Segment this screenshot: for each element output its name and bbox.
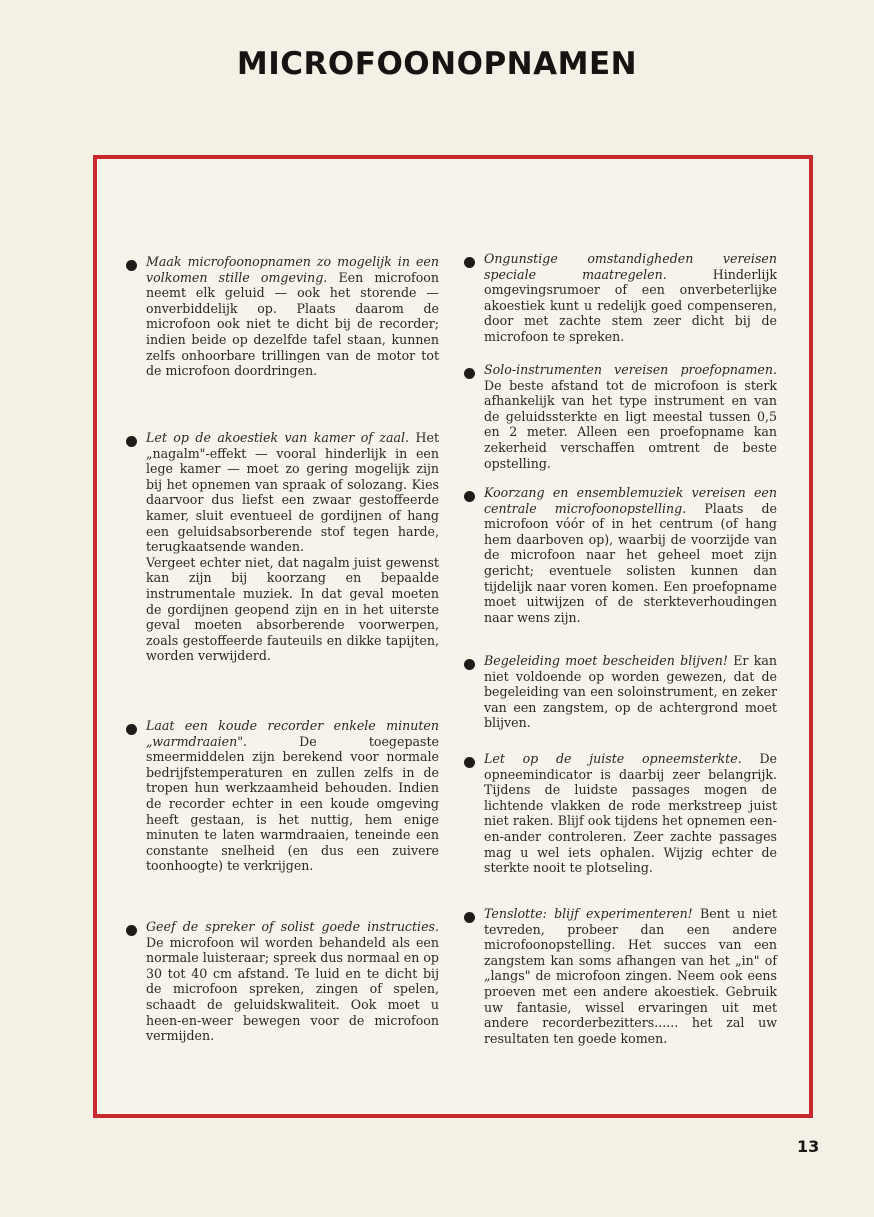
tip-paragraph (484, 653, 777, 731)
tip-heading: Koorzang en ensemblemuziek vereisen een centrale microfoonopstelling. (484, 485, 777, 516)
tip-paragraph (146, 430, 439, 664)
tip-body: De microfoon wil worden behandeld als een normale luisteraar; spreek dus normaal en op 30 tot 40 cm afstand. Te luid en te dicht bij de microfoon spreken, zingen of spelen, schaadt de geluidskwaliteit. Ook moet u heen-en-weer bewegen voor de microfoon vermijden. (146, 934, 439, 1044)
tip-paragraph (146, 254, 439, 379)
bullet-icon (126, 260, 137, 271)
tip-heading: Tenslotte: blijf experimenteren! (484, 906, 693, 921)
tip-heading: Solo-instrumenten vereisen proefopnamen. (484, 362, 777, 377)
tip-body: De opneemindicator is daarbij zeer belangrijk. Tijdens de luidste passages mogen de lichtende vlakken de rode merkstreep juist niet raken. Blijf ook tijdens het opnemen een-en-ander controleren. Zeer zachte passages mag u wel iets ophalen. Wijzig echter de sterkte nooit te plotseling. (484, 751, 777, 876)
tip-body: Het „nagalm"-effekt — vooral hinderlijk in een lege kamer — moet zo gering mogelijk zijn bij het opnemen van spraak of solozang. Kies daarvoor dus liefst een zwaar gestoffeerde kamer, sluit eventueel de gordijnen of hang een geluidsabsorberende stof tegen harde, terugkaatsende wanden. (146, 430, 440, 555)
tip-body: Plaats de microfoon vóór of in het centrum (of hang hem daarboven op), waarbij de voorzijde van de microfoon naar het geheel moet zijn gericht; eventuele solisten kunnen dan tijdelijk naar voren komen. Een proefopname moet uitwijzen of de sterkteverhoudingen naar wens zijn. (484, 500, 777, 625)
bullet-icon (126, 724, 137, 735)
tip-heading: Let op de akoestiek van kamer of zaal. (146, 430, 410, 445)
tip-paragraph (484, 251, 777, 345)
tip-heading: Begeleiding moet bescheiden blijven! (484, 653, 728, 668)
tip-heading: Maak microfoonopnamen zo mogelijk in een volkomen stille omgeving. (146, 254, 439, 285)
tip-body: De toegepaste smeermiddelen zijn berekend voor normale bedrijfstemperaturen en zullen zelfs in de tropen hun werkzaamheid behouden. Indien de recorder echter in een koude omgeving heeft gestaan, is het nuttig, hem enige minuten te laten warmdraaien, teneinde een constante snelheid (en dus een zuivere toonhoogte) te verkrijgen. (146, 733, 439, 874)
bullet-icon (464, 659, 475, 670)
bullet-icon (126, 436, 137, 447)
bullet-icon (464, 912, 475, 923)
bullet-icon (464, 757, 475, 768)
bullet-icon (464, 491, 475, 502)
tip-paragraph (484, 485, 777, 625)
tip-body: Hinderlijk omgevingsrumoer of een onverbeterlijke akoestiek kunt u redelijk goed compenseren, door met zachte stem zeer dicht bij de microfoon te spreken. (484, 266, 777, 344)
tip-heading: Ongunstige omstandigheden vereisen speciale maatregelen. (484, 251, 777, 282)
bullet-icon (126, 925, 137, 936)
tip-paragraph (146, 718, 439, 874)
tip-body-continued: Vergeet echter niet, dat nagalm juist gewenst kan zijn bij koorzang en bepaalde instrumentale muziek. In dat geval moeten de gordijnen geopend zijn en in het uiterste geval moeten absorberende voorwerpen, zoals gestoffeerde fauteuils en dikke tapijten, worden verwijderd. (146, 554, 439, 664)
tip-heading: Geef de spreker of solist goede instructies. (146, 919, 439, 934)
tip-body: De beste afstand tot de microfoon is sterk afhankelijk van het type instrument en van de geluidssterkte en ligt meestal tussen 0,5 en 2 meter. Alleen een proefopname kan zekerheid verschaffen omtrent de beste opstelling. (484, 377, 777, 471)
tip-heading: Laat een koude recorder enkele minuten „warmdraaien". (146, 718, 439, 749)
page-title: MICROFOONOPNAMEN (236, 46, 638, 82)
tip-body: Bent u niet tevreden, probeer dan een andere microfoonopstelling. Het succes van een zangstem kan soms afhangen van het „in" of „langs" de microfoon zingen. Neem ook eens proeven met een andere akoestiek. Gebruik uw fantasie, wissel ervaringen uit met andere recorderbezitters...... het zal uw resultaten ten goede komen. (484, 906, 777, 1046)
tip-paragraph (484, 362, 777, 471)
tip-paragraph (484, 906, 777, 1046)
tip-body: Een microfoon neemt elk geluid — ook het storende — onverbiddelijk op. Plaats daarom de microfoon ook niet te dicht bij de recorder; indien beide op dezelfde tafel staan, kunnen zelfs onhoorbare trillingen van de motor tot de microfoon doordringen. (146, 269, 439, 379)
bullet-icon (464, 257, 475, 268)
page-number: 13 (797, 1137, 820, 1156)
bullet-icon (464, 368, 475, 379)
tip-paragraph (484, 751, 777, 876)
tip-body: Er kan niet voldoende op worden gewezen, dat de begeleiding van een soloinstrument, en zeker van een zangstem, op de achtergrond moet blijven. (484, 653, 777, 731)
tip-heading: Let op de juiste opneemsterkte. (484, 751, 742, 766)
tip-paragraph (146, 919, 439, 1044)
